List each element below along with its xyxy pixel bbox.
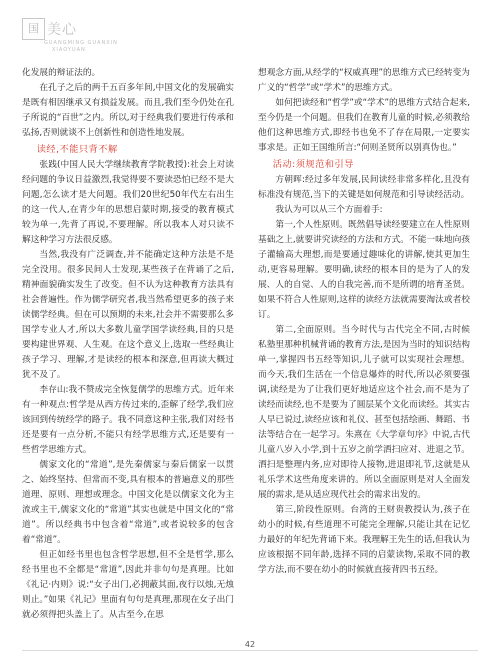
article-paragraph: 张践(中国人民大学继续教育学院教授):社会上对读经问题的争议日益激烈,我觉得要不要读恐怕已经不是大问题,怎么读才是大问题。我们20世纪50年代左右出生的这一代人,在青少年的思想启蒙时期,接受的教育模式较为单一,先背了再说,不要理解。所以我本人对只读不解这种学习方法很反感。: [22, 160, 234, 245]
article-column-right: [258, 66, 470, 578]
article-paragraph: 儒家文化的“常道”,是先秦儒家与秦后儒家一以贯之、始终坚持、但常而不变,具有根本的普遍意义的那些道理、原则、理想或理念。中国文化是以儒家文化为主流或主干,儒家文化的“常道”其实也就是中国文化的“常道”。所以经典书中包含着“常道”,或者说较多的包含着“常道”。: [22, 460, 234, 545]
article-paragraph: 在孔子之后的两千五百多年间,中国文化的发展确实是既有相因继承又有损益发展。而且,我们至今仍处在孔子所说的“百世”之内。所以,对于经典我们要进行传承和弘扬,否则就谈不上创新性和创造性地发展。: [22, 83, 234, 138]
article-paragraph: 想观念方面,从经学的“权威真理”的思维方式已经转变为广义的“哲学”或“学术”的思维方式。: [258, 68, 470, 93]
article-paragraph: 如何把读经和“哲学”或“学术”的思维方式结合起来,至今仍是一个问题。但我们在教育儿童的时候,必须教给他们这种思维方式,即经书也免不了存在局限,一定要实事求是。正如王国维所言:“何则圣贤所以别真伪也。”: [258, 98, 470, 153]
article-paragraph: 李存山:我不赞成完全恢复儒学的思维方式。近年来有一种观点:哲学是从西方传过来的,歪解了经学,我们应该回到传统经学的路子。我不同意这种主张,我们对经书还是要有一点分析,不能只有经学思维方式,还是要有一些哲学思维方式。: [22, 385, 234, 455]
footer-divider: [22, 650, 478, 651]
section-heading: 活动:须规范和引导: [272, 159, 354, 170]
page-number: 42: [244, 640, 256, 649]
article-paragraph: 方朝晖:经过多年发展,民间读经非常多样化,且没有标准没有规范,当下的关键是如何规范和引导读经活动。: [258, 175, 470, 200]
logo-mark: 国: [22, 18, 45, 40]
logo-word: 美心: [47, 22, 77, 38]
masthead-logo: [22, 18, 118, 56]
article-paragraph: 我认为可以从三个方面着手:: [275, 205, 383, 215]
logo-subtitle-en-2: XIAOYUAN: [52, 47, 86, 53]
article-column-left: [22, 66, 234, 623]
logo-subtitle-en: GUANGMING GUANXIN: [44, 40, 118, 46]
article-paragraph: 第二,全面原则。当今时代与古代完全不同,古时候私塾里那种机械背诵的教育方法,是因为当时的知识结构单一,掌握四书五经等知识,儿子就可以实现社会理想。而今天,我们生活在一个信息爆炸的时代,所以必须要强调,读经是为了让我们更好地适应这个社会,而不是为了读经而读经,也不是要为了圆层某个文化而读经。其实古人早已说过,读经应该和礼仪、甚至包括绘画、舞蹈、书法等结合在一起学习。朱熹在《大学章句序》中说,古代儿童八岁入小学,到十五岁之前学洒扫应对、进退之节。洒扫是整理内务,应对即待人接物,进退即礼节,这就是从礼乐学术这些角度来讲的。所以全面原则是对人全面发展的需求,是从适应现代社会的需求出发的。: [258, 325, 470, 500]
section-heading: 读经,不能只背不解: [36, 144, 118, 155]
article-paragraph: 但正如经书里也包含哲学思想,但不全是哲学,那么经书里也不全都是“常道”,因此并非句句是真理。比如《礼记·内则》说:“女子出门,必拥蔽其面,夜行以烛,无烛则止。”如果《礼记》里面有句句是真理,那现在女子出门就必须得把头盖上了。从古至今,在思: [22, 550, 234, 620]
article-paragraph: 当然,我没有广泛调查,并不能确定这种方法是不是完全没用。很多民间人士发现,某些孩子在背诵了之后,精神面貌确实发生了改变。但不认为这种教育方法具有社会普遍性。作为儒学研究者,我当然希望更多的孩子来读儒学经典。但在可以预期的未来,社会并不需要那么多国学专业人才,所以大多数儿童学国学读经典,目的只是要构建世界观、人生观。在这个意义上,选取一些经典让孩子学习、理解,才是读经的根本和深意,但再读大概过犹不及了。: [22, 250, 234, 380]
article-paragraph: 第三,阶段性原则。台湾的王财贵教授认为,孩子在幼小的时候,有些道理不可能完全理解,只能让其在记忆力最好的年纪先背诵下来。我理解王先生的话,但我认为应该根据不同年龄,选择不同的启蒙读物,采取不同的教学方法,而不要在幼小的时候就直接背四书五经。: [258, 505, 470, 575]
article-paragraph: 第一,个人性原则。既然倡导读经要建立在人性原则基础之上,就要讲究读经的方法和方式。不能一味地向孩子灌输高大理想,而是要通过趣味化的讲解,使其更加生动,更容易理解。要明确,读经的根本目的是为了人的发展、人的自觉、人的自我完善,而不是所谓的培育圣贤。如果不符合人性原则,这样的读经方法就需要淘汰或者校订。: [258, 220, 470, 320]
article-paragraph: 化发展的辩证法的。: [22, 68, 101, 78]
